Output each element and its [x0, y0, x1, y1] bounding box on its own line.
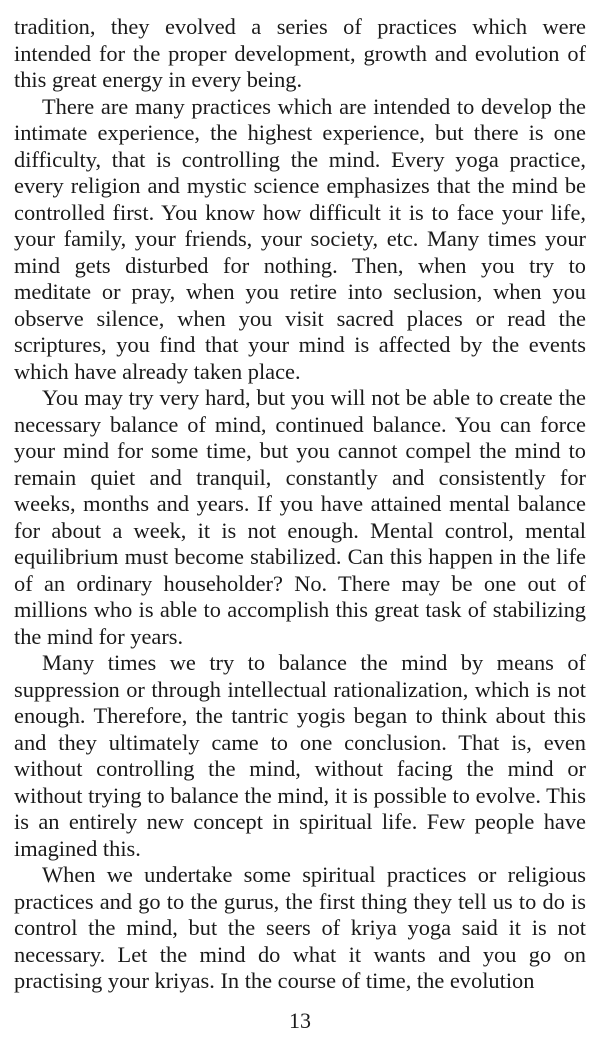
paragraph: When we undertake some spiritual practices or religious practices and go to the gurus, the first thing they tell us to do is control the mind, but the seers of kriya yoga said it is not necessary. Let the mind do what it wants and you go on practising your kriyas. In the course of time, the evolution: [14, 862, 586, 993]
page-number: 13: [289, 1008, 311, 1033]
paragraph-continuation: tradition, they evolved a series of practices which were intended for the proper development, growth and evolution of this great energy in every being.: [14, 14, 586, 92]
paragraph: Many times we try to balance the mind by means of suppression or through intellectual rationalization, which is not enough. Therefore, the tantric yogis began to think about this and they ultimately came to one conclusion. That is, even without controlling the mind, without facing the mind or without trying to balance the mind, it is possible to evolve. This is an entirely new concept in spiritual life. Few people have imagined this.: [14, 650, 586, 861]
paragraph: There are many practices which are intended to develop the intimate experience, the highest experience, but there is one difficulty, that is controlling the mind. Every yoga practice, every religion and mystic science emphasizes that the mind be controlled first. You know how difficult it is to face your life, your family, your friends, your society, etc. Many times your mind gets disturbed for nothing. Then, when you try to meditate or pray, when you retire into seclusion, when you observe silence, when you visit sacred places or read the scriptures, you find that your mind is affected by the events which have already taken place.: [14, 93, 586, 384]
body-text: [14, 14, 586, 995]
paragraph: You may try very hard, but you will not be able to create the necessary balance of mind, continued balance. You can force your mind for some time, but you cannot compel the mind to remain quiet and tranquil, constantly and consistently for weeks, months and years. If you have attained mental balance for about a week, it is not enough. Mental control, mental equilibrium must become stabilized. Can this happen in the life of an ordinary householder? No. There may be one out of millions who is able to accomplish this great task of stabilizing the mind for years.: [14, 385, 586, 649]
